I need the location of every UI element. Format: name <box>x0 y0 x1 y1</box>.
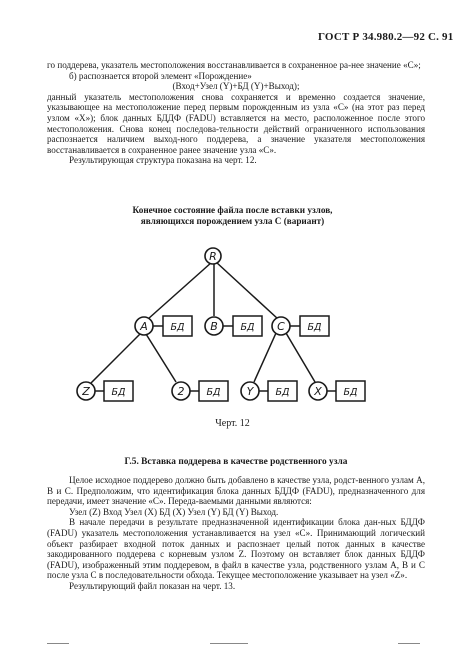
page-header: ГОСТ Р 34.980.2—92 С. 91 <box>318 31 454 43</box>
edge-c-y <box>254 333 276 382</box>
footer-rule-right <box>398 643 420 644</box>
node-y-label: Y <box>246 385 254 398</box>
node-2-label: 2 <box>177 385 185 398</box>
paragraph-result: Результирующая структура показана на черт. 12. <box>69 155 257 166</box>
root-node-label: R <box>209 250 217 263</box>
edge-r-c <box>216 262 278 319</box>
node-b-data-label: БД <box>240 322 255 333</box>
node-b-label: B <box>210 320 218 333</box>
node-a-data-label: БД <box>170 322 185 333</box>
node-a-label: A <box>140 320 148 333</box>
footer-rule-center <box>210 643 248 644</box>
paragraph-item-b: б) распознается второй элемент «Порождение» <box>69 70 252 81</box>
text-block-2 <box>47 475 425 592</box>
section-heading: Г.5. Вставка поддерева в качестве родственного узла <box>124 457 348 467</box>
footer-rule-left <box>47 643 69 644</box>
edge-c-x <box>286 333 315 382</box>
figure-caption-line-2: являющихся порождением узла С (вариант) <box>140 215 325 226</box>
node-2-data-label: БД <box>206 387 221 398</box>
edge-r-a <box>148 262 212 319</box>
paragraph-data-sequence: Узел (Z) Вход Узел (X) БД (X) Узел (Y) БД (Y) Выход. <box>69 506 279 517</box>
edge-a-2 <box>146 334 176 382</box>
node-y-data-label: БД <box>275 387 290 398</box>
paragraph-continuation: го поддерева, указатель местоположения восстанавливается в сохраненное ра-нее значение «С»; <box>47 60 421 70</box>
formula-line: (Вход+Узел (Y)+БД (Y)+Выход); <box>172 81 300 92</box>
paragraph-result-13: Результирующий файл показан на черт. 13. <box>69 580 236 591</box>
paragraph-intro: Целое исходное поддерево должно быть добавлено в качестве узла, родст-венного узлам А, В и С. Предположим, что идентификация блока данных БДДФ (FADU), предназначенного для передачи, имеет значение «С». Переда-ваемыми данными являются: <box>47 475 425 507</box>
node-x-label: X <box>314 385 322 398</box>
node-c-data-label: БД <box>307 322 322 333</box>
edge-a-z <box>91 333 141 383</box>
paragraph-transfer: В начале передачи в результате предназначенной идентификации блока дан-ных БДДФ (FADU) указатель местоположения устанавливается на узел «С». Принимающий логический объект разбирает входной поток данных и распознает целый поток данных в качестве закодированного поддерева с корневым узлом Z. Поэтому он вставляет блок данных БДДФ (FADU), изображенный этим поддеревом, в файл в качестве узла, родственного узлам А, В и С после узла С в последовательности обхода. Текущее местоположение указывает на узел «Z». <box>47 517 425 581</box>
paragraph-pointer: данный указатель местоположения снова сохраняется и временно создается значение, указывающее на местоположение перед первым порожденным из узла «С» (на этот раз перед узлом «Х»); блок данных БДДФ (FADU) вставляется на место, расположенное после этого местоположения. Снова конец последова-тельности действий ограниченного использования распознается наличием выход-ного поддерева, а значение указателя местоположения восстанавливается в сохраненное ранее значение узла «С». <box>47 91 425 155</box>
figure-caption-line-1: Конечное состояние файла после вставки узлов, <box>132 205 333 215</box>
node-z-label: Z <box>82 385 90 398</box>
figure-title: Черт. 12 <box>215 418 250 429</box>
node-x-data-label: БД <box>343 387 358 398</box>
node-c-label: C <box>277 320 285 333</box>
node-z-data-label: БД <box>111 387 126 398</box>
